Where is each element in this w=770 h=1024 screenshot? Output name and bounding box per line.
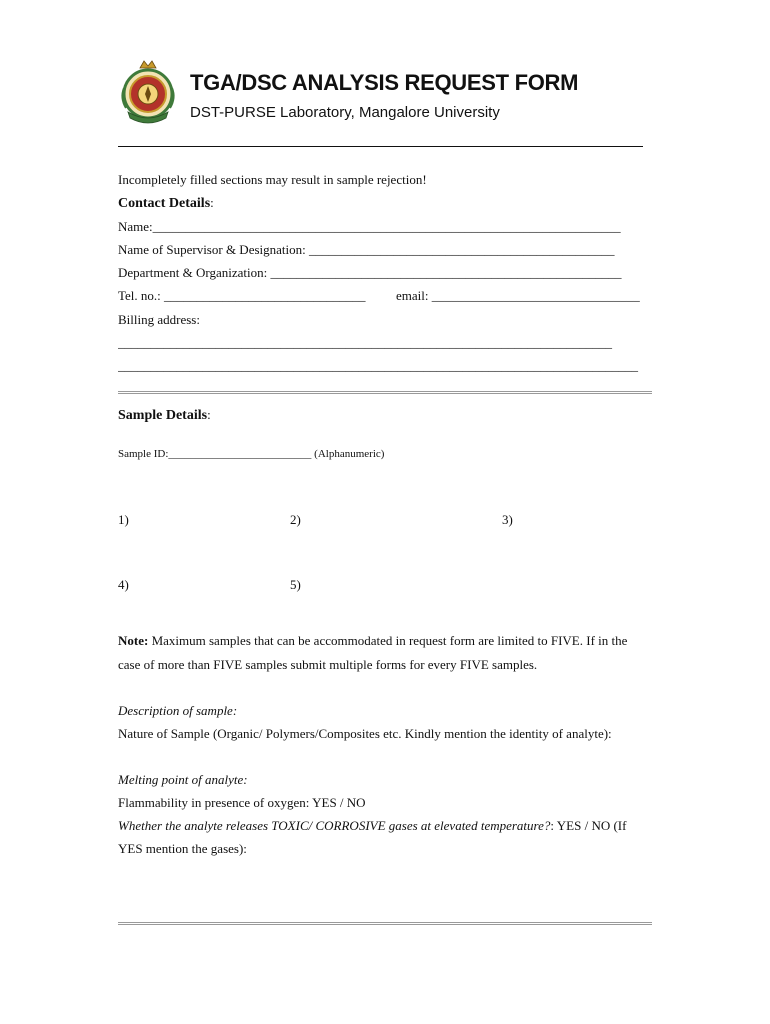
contact-details-heading (118, 195, 214, 212)
supervisor-field[interactable] (118, 242, 615, 258)
note-line-1: Maximum samples that can be accommodated in request form are limited to FIVE. If in the (151, 633, 628, 648)
email-line[interactable]: ________________________________ (431, 288, 640, 303)
sample-slot-4[interactable]: 4) (118, 577, 129, 592)
sample-slot-2[interactable]: 2) (290, 512, 301, 527)
sample-limit-note (118, 633, 627, 649)
sample-slot-3[interactable]: 3) (502, 512, 513, 527)
note-label: Note: (118, 633, 149, 648)
department-line[interactable]: ______________________________________________________ (270, 265, 622, 280)
billing-address-label: Billing address: (118, 312, 200, 327)
billing-address-line-2[interactable]: ________________________________________________________________________________ (118, 358, 638, 373)
sample-slot-1[interactable]: 1) (118, 512, 129, 527)
contact-section-divider (118, 391, 652, 394)
tel-label: Tel. no.: (118, 288, 161, 303)
rejection-notice: Incompletely filled sections may result in sample rejection! (118, 172, 427, 187)
sample-details-colon: : (207, 407, 211, 422)
supervisor-line[interactable]: _______________________________________________ (309, 242, 615, 257)
university-seal-icon (118, 58, 178, 128)
name-line[interactable]: ________________________________________________________________________ (152, 219, 621, 234)
note-line-2: case of more than FIVE samples submit multiple forms for every FIVE samples. (118, 657, 538, 672)
toxic-gases-prompt (118, 818, 626, 834)
toxic-gases-question: Whether the analyte releases TOXIC/ CORROSIVE gases at elevated temperature? (118, 818, 551, 833)
supervisor-label: Name of Supervisor & Designation: (118, 242, 306, 257)
sample-id-field[interactable] (118, 448, 384, 460)
email-field[interactable] (396, 288, 640, 304)
department-label: Department & Organization: (118, 265, 268, 280)
form-title: TGA/DSC ANALYSIS REQUEST FORM (190, 70, 579, 95)
header-divider (118, 146, 643, 147)
toxic-gases-answer: : YES / NO (If (550, 818, 627, 833)
flammability-prompt: Flammability in presence of oxygen: YES / NO (118, 795, 366, 810)
name-field[interactable] (118, 219, 621, 235)
name-label: Name: (118, 219, 153, 234)
sample-details-title: Sample Details (118, 408, 208, 423)
contact-details-colon: : (210, 195, 214, 210)
description-heading: Description of sample: (118, 703, 238, 718)
melting-point-prompt: Melting point of analyte: (118, 772, 248, 787)
tel-field[interactable] (118, 288, 366, 304)
contact-details-title: Contact Details (118, 196, 211, 211)
sample-id-line[interactable]: __________________________ (168, 448, 312, 460)
footer-divider (118, 922, 652, 925)
sample-slot-5[interactable]: 5) (290, 577, 301, 592)
nature-of-sample-prompt: Nature of Sample (Organic/ Polymers/Composites etc. Kindly mention the identity of analyte): (118, 726, 612, 741)
billing-address-line-1[interactable]: ____________________________________________________________________________ (118, 335, 612, 350)
department-field[interactable] (118, 265, 621, 281)
sample-id-label: Sample ID: (118, 448, 169, 460)
sample-details-heading (118, 407, 211, 424)
toxic-gases-followup: YES mention the gases): (118, 841, 247, 856)
tel-line[interactable]: _______________________________ (164, 288, 366, 303)
sample-id-hint: (Alphanumeric) (314, 448, 385, 460)
email-label: email: (396, 288, 429, 303)
lab-subtitle: DST-PURSE Laboratory, Mangalore University (190, 104, 500, 121)
